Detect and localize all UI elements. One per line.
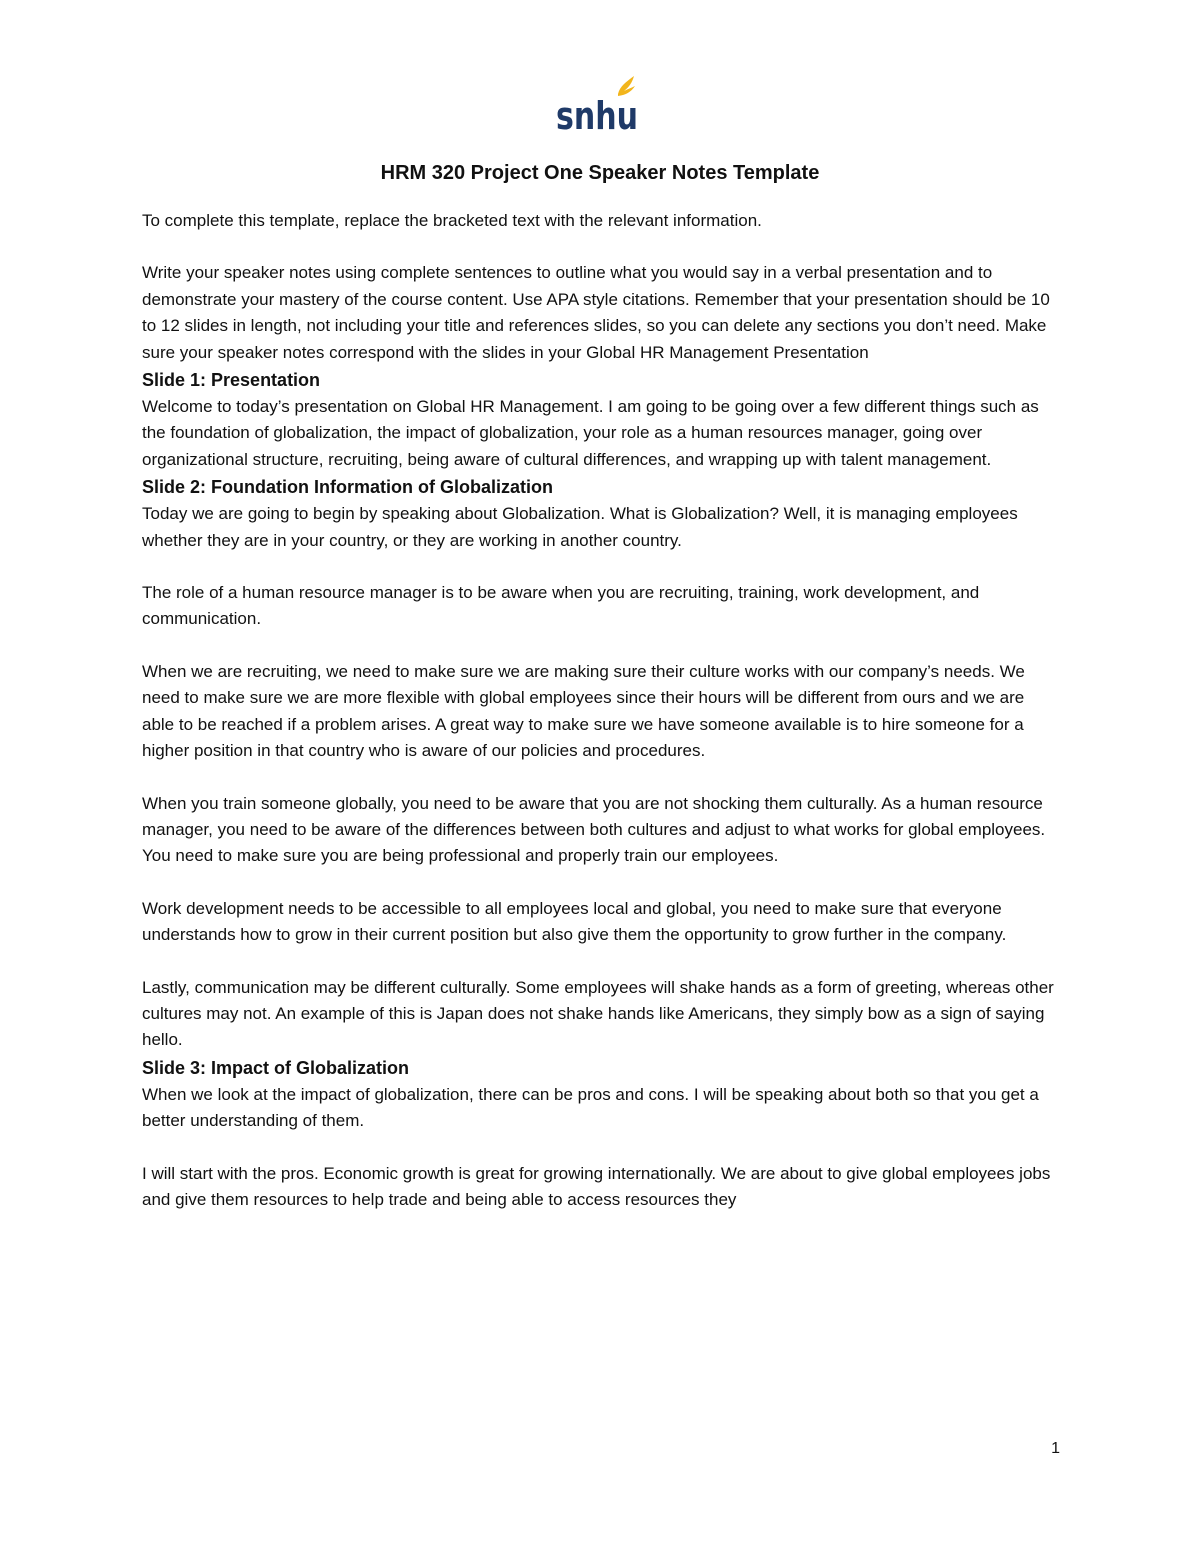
intro-guidance: Write your speaker notes using complete sentences to outline what you would say in a verbal presentation and to demonstrate your mastery of the course content. Use APA style citations. Remember that your presentation should be 10 to 12 slides in length, not including your title and references slides, so you can delete any sections you don’t need. Make sure your speaker notes correspond with the slides in your Global HR Management Presentation: [142, 263, 1050, 362]
logo-text: snhu: [556, 94, 638, 138]
slide-section-2: [142, 473, 1060, 1054]
slide-heading: Slide 1: Presentation: [142, 370, 321, 391]
slide-paragraph: When we are recruiting, we need to make sure we are making sure their culture works with our company’s needs. We need to make sure we are more flexible with global employees since their hours will be different from ours and we are able to be reached if a problem arises. A great way to make sure we have someone available is to hire someone for a higher position in that country who is aware of our policies and procedures.: [142, 661, 1025, 761]
slide-paragraph: When we look at the impact of globalization, there can be pros and cons. I will be speaking about both so that you get a better understanding of them.: [142, 1084, 1039, 1131]
intro-instruction: To complete this template, replace the bracketed text with the relevant information.: [142, 211, 762, 230]
snhu-logo: [556, 74, 640, 138]
slide-heading: Slide 2: Foundation Information of Globalization: [142, 477, 553, 498]
slide-section-3: [142, 1054, 1060, 1214]
slide-paragraph: When you train someone globally, you need to be aware that you are not shocking them culturally. As a human resource manager, you need to be aware of the differences between both cultures and adjust to what works for global employees. You need to make sure you are being professional and properly train our employees.: [142, 793, 1046, 866]
slide-paragraph: Today we are going to begin by speaking about Globalization. What is Globalization? Well, it is managing employees whether they are in your country, or they are working in another country.: [142, 504, 1018, 550]
document-body: [142, 208, 1060, 1213]
page-number: 1: [1051, 1440, 1060, 1457]
slide-paragraph: Lastly, communication may be different culturally. Some employees will shake hands as a form of greeting, whereas other cultures may not. An example of this is Japan does not shake hands like Americans, they simply bow as a sign of saying hello.: [142, 977, 1054, 1050]
flame-icon: [618, 76, 635, 96]
slide-section-1: [142, 366, 1060, 473]
slide-paragraph: I will start with the pros. Economic growth is great for growing internationally. We are about to give global employees jobs and give them resources to help trade and being able to access resources they: [142, 1163, 1051, 1209]
document-title: HRM 320 Project One Speaker Notes Template: [380, 162, 820, 184]
slide-paragraph: Welcome to today’s presentation on Global HR Management. I am going to be going over a few different things such as the foundation of globalization, the impact of globalization, your role as a human resources manager, going over organizational structure, recruiting, being aware of cultural differences, and wrapping up with talent management.: [142, 397, 1039, 469]
slide-paragraph: Work development needs to be accessible to all employees local and global, you need to make sure that everyone understands how to grow in their current position but also give them the opportunity to grow further in the company.: [142, 898, 1007, 945]
slide-paragraph: The role of a human resource manager is to be aware when you are recruiting, training, work development, and communication.: [142, 583, 980, 629]
slide-heading: Slide 3: Impact of Globalization: [142, 1057, 410, 1078]
